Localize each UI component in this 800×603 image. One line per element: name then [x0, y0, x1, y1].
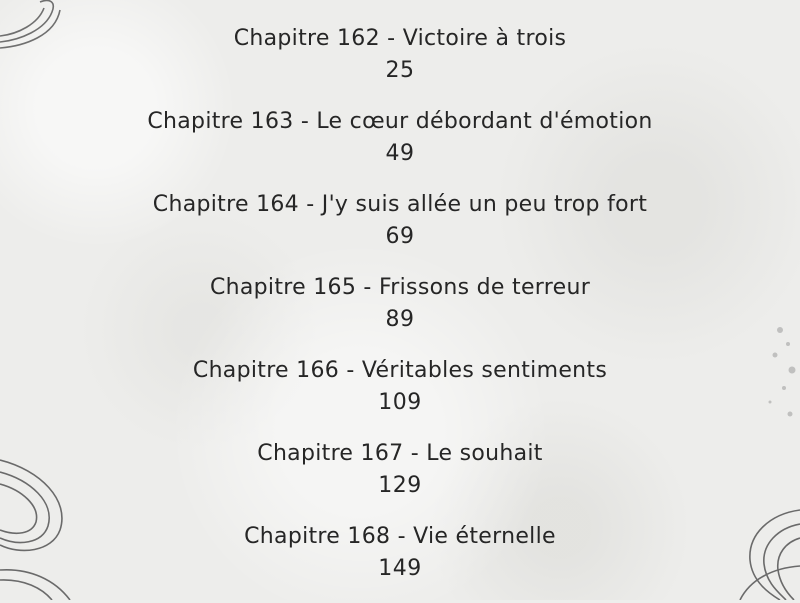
- toc-entry-chapter-167: [0, 437, 800, 520]
- chapter-title: Chapitre 163 - Le cœur débordant d'émotion: [147, 109, 653, 134]
- chapter-page-number: 149: [378, 556, 422, 581]
- chapter-page-number: 89: [385, 307, 415, 332]
- toc-entry-chapter-168: [0, 520, 800, 603]
- chapter-page-number: 49: [385, 141, 415, 166]
- chapter-title: Chapitre 162 - Victoire à trois: [233, 26, 567, 51]
- chapter-page-number: 25: [385, 58, 415, 83]
- chapter-page-number: 129: [378, 473, 422, 498]
- chapter-title: Chapitre 165 - Frissons de terreur: [209, 275, 591, 300]
- chapter-title: Chapitre 166 - Véritables sentiments: [192, 358, 608, 383]
- chapter-title: Chapitre 164 - J'y suis allée un peu trop fort: [152, 192, 648, 217]
- chapter-page-number: 69: [385, 224, 415, 249]
- chapter-title: Chapitre 167 - Le souhait: [257, 441, 543, 466]
- toc-entry-chapter-163: [0, 105, 800, 188]
- chapter-title: Chapitre 168 - Vie éternelle: [244, 524, 556, 549]
- toc-entry-chapter-165: [0, 271, 800, 354]
- toc-entry-chapter-166: [0, 354, 800, 437]
- chapter-page-number: 109: [378, 390, 422, 415]
- table-of-contents: [0, 22, 800, 603]
- toc-entry-chapter-162: [0, 22, 800, 105]
- toc-entry-chapter-164: [0, 188, 800, 271]
